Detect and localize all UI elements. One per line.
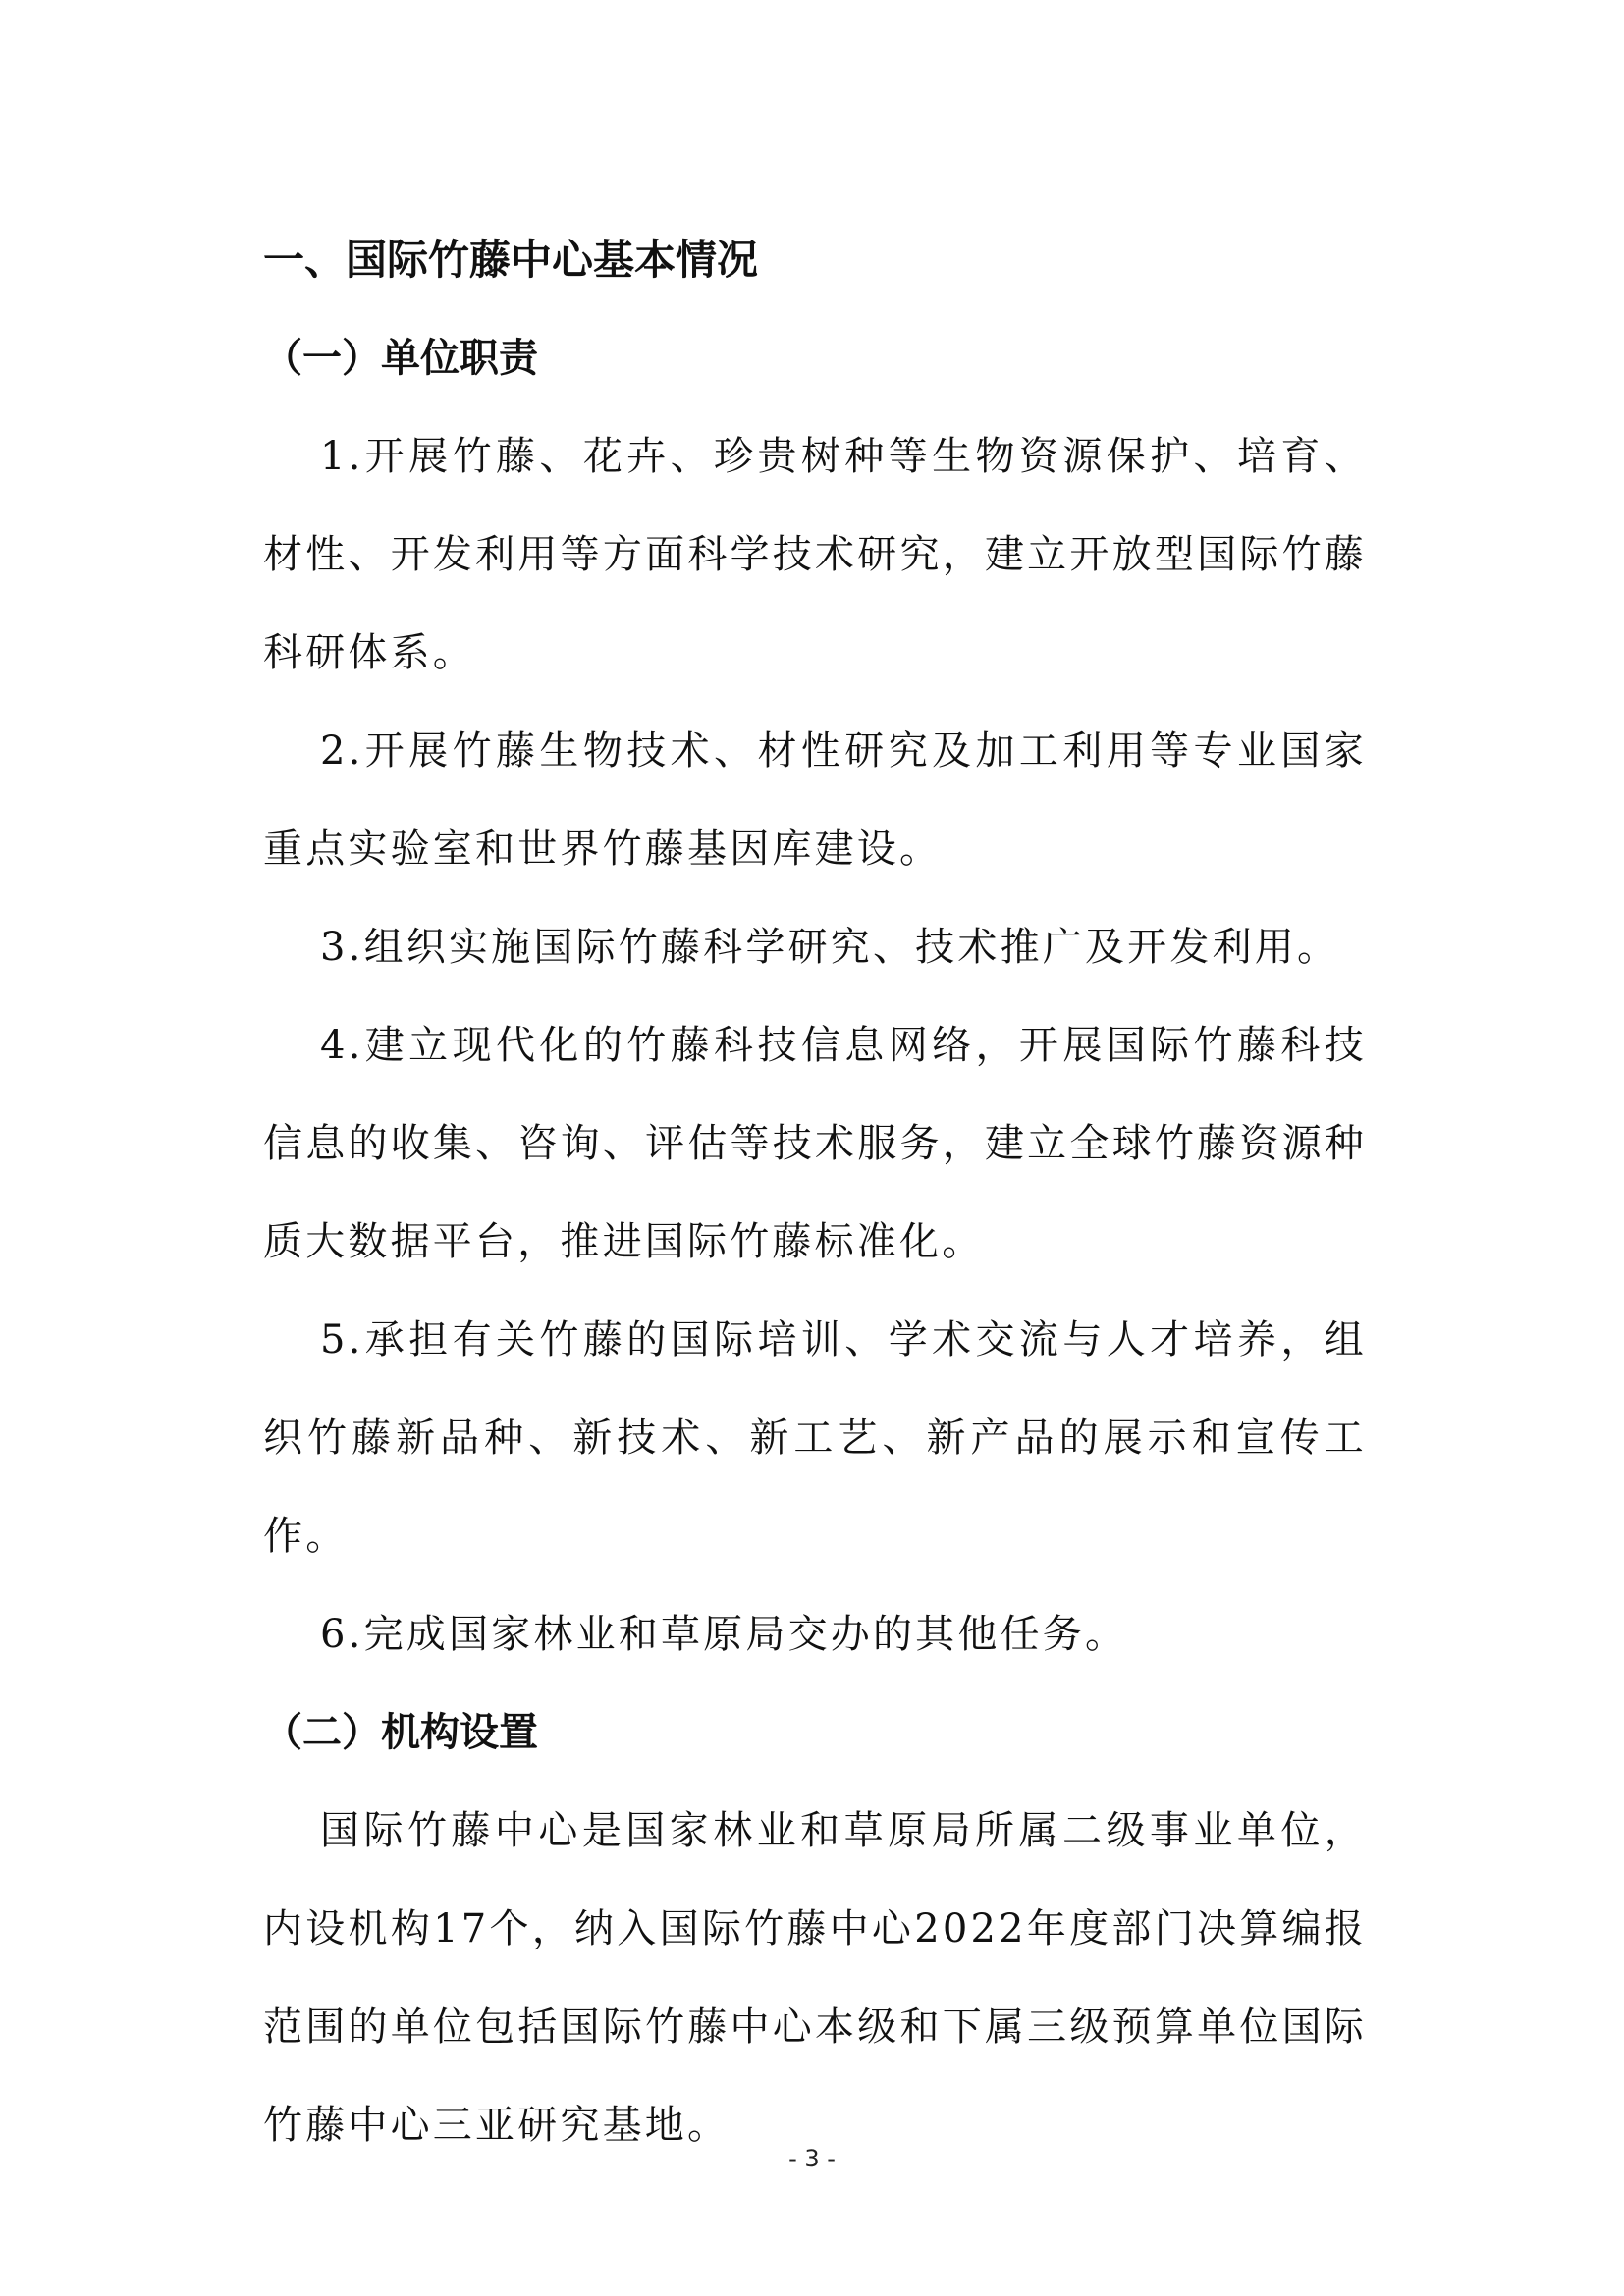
- duty-item-2: 2.开展竹藤生物技术、材性研究及加工利用等专业国家重点实验室和世界竹藤基因库建设。: [263, 728, 1367, 872]
- duty-item-1: 1.开展竹藤、花卉、珍贵树种等生物资源保护、培育、材性、开发利用等方面科学技术研究，建立开放型国际竹藤科研体系。: [263, 434, 1367, 675]
- organization-paragraph: 国际竹藤中心是国家林业和草原局所属二级事业单位，内设机构17个，纳入国际竹藤中心2022年度部门决算编报范围的单位包括国际竹藤中心本级和下属三级预算单位国际竹藤中心三亚研究基地。: [263, 1808, 1367, 2148]
- duty-item-5: 5.承担有关竹藤的国际培训、学术交流与人才培养，组织竹藤新品种、新技术、新工艺、新产品的展示和宣传工作。: [263, 1317, 1367, 1559]
- document-body: [263, 211, 1367, 2174]
- duty-item-3: 3.组织实施国际竹藤科学研究、技术推广及开发利用。: [320, 925, 1340, 970]
- duty-item-6: 6.完成国家林业和草原局交办的其他任务。: [320, 1612, 1128, 1657]
- section-title: 一、国际竹藤中心基本情况: [263, 236, 759, 284]
- subsection-title-organization: （二）机构设置: [263, 1709, 538, 1755]
- duty-item-4: 4.建立现代化的竹藤科技信息网络，开展国际竹藤科技信息的收集、咨询、评估等技术服务，建立全球竹藤资源种质大数据平台，推进国际竹藤标准化。: [263, 1023, 1367, 1264]
- page-number: - 3 -: [788, 2145, 836, 2172]
- subsection-title-duties: （一）单位职责: [263, 335, 538, 381]
